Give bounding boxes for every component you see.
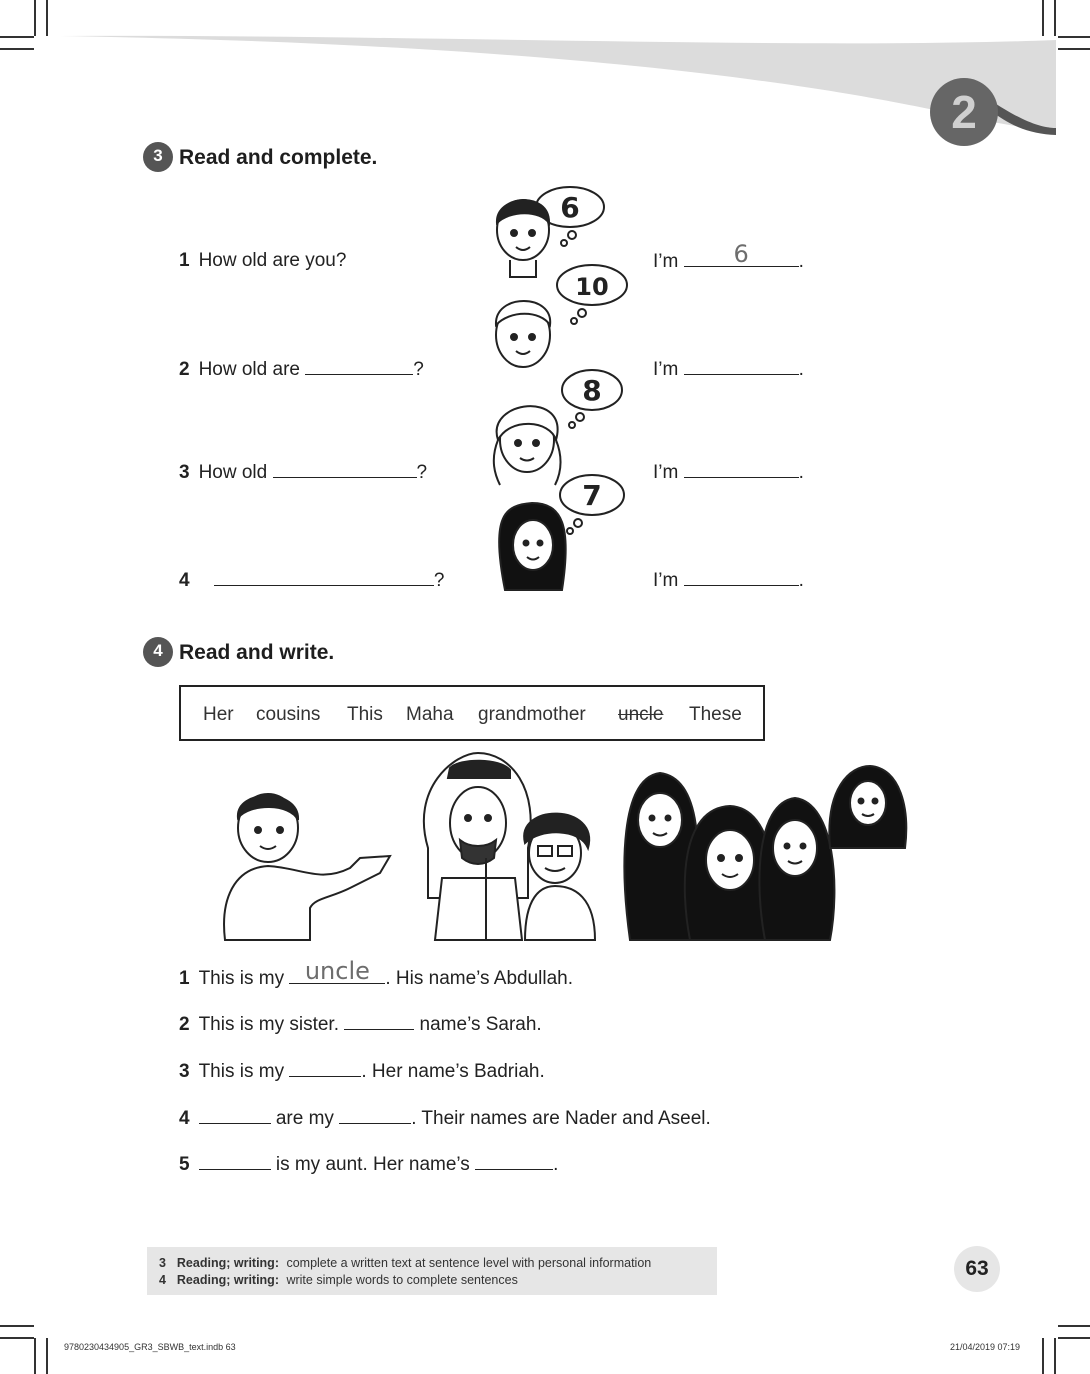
sentence-blank[interactable]	[289, 957, 385, 985]
bubble-number: 10	[575, 273, 609, 301]
unit-badge	[930, 78, 998, 146]
footnote-label: Reading; writing:	[176, 1256, 279, 1270]
ex3-answer-1: I’m 6 .	[653, 240, 804, 272]
ex3-question-1	[179, 250, 346, 272]
ex4-sentence-1	[179, 957, 574, 990]
answer-blank[interactable]	[684, 569, 799, 586]
footnote-line	[159, 1256, 651, 1270]
question-number: 4	[179, 570, 190, 591]
ex4-sentence-2	[179, 1013, 542, 1036]
sentence-number: 4	[179, 1108, 190, 1129]
answer-prefix: I’m	[653, 570, 679, 591]
sentence-text: is my aunt. Her name’s	[275, 1154, 470, 1175]
answer-prefix: I’m	[653, 359, 679, 380]
page-number-badge	[954, 1246, 1000, 1292]
sentence-blank[interactable]	[344, 1013, 414, 1030]
crop-mark	[1042, 1338, 1044, 1374]
crop-mark	[34, 1338, 36, 1374]
crop-mark	[1058, 1337, 1090, 1339]
word-bank-item: Maha	[406, 704, 454, 725]
word-bank-item: cousins	[256, 704, 321, 725]
ex3-answer-4: I’m .	[653, 570, 804, 591]
ex4-sentence-4	[179, 1107, 711, 1130]
crop-mark	[0, 1325, 34, 1327]
question-blank[interactable]	[273, 461, 417, 478]
ex3-question-3	[179, 461, 427, 484]
sentence-text: name’s Sarah.	[419, 1014, 542, 1035]
word-bank-item: These	[689, 704, 742, 725]
sentence-blank[interactable]	[199, 1153, 271, 1170]
page-header-swoosh	[0, 0, 1090, 160]
sentence-blank[interactable]	[289, 1060, 361, 1077]
curriculum-footnote	[147, 1247, 717, 1295]
ex3-answer-2: I’m .	[653, 359, 804, 380]
bubble-number: 6	[560, 191, 580, 224]
ex3-question-2	[179, 358, 424, 381]
question-number: 2	[179, 359, 190, 380]
word-bank-item: This	[347, 704, 383, 725]
print-slug-date: 21/04/2019 07:19	[950, 1342, 1021, 1352]
footnote-text: write simple words to complete sentences	[286, 1273, 518, 1287]
sentence-text: . Her name’s Badriah.	[361, 1061, 545, 1082]
sentence-number: 3	[179, 1061, 190, 1082]
sentence-text: This is my sister.	[198, 1014, 339, 1035]
crop-mark	[1058, 1325, 1090, 1327]
exercise-3-title: Read and complete.	[179, 146, 378, 169]
footnote-label: Reading; writing:	[176, 1273, 279, 1287]
print-slug-file: 9780230434905_GR3_SBWB_text.indb 63	[64, 1342, 236, 1352]
sentence-number: 1	[179, 968, 190, 989]
word-bank-item: Her	[203, 704, 234, 725]
answer-blank[interactable]	[684, 358, 799, 375]
footnote-line	[159, 1273, 518, 1287]
crop-mark	[1054, 1338, 1056, 1374]
footnote-number: 4	[159, 1273, 166, 1287]
question-blank[interactable]	[214, 569, 434, 586]
family-illustration	[210, 748, 910, 942]
handwritten-answer: 6	[733, 240, 749, 268]
question-text: How old are you?	[198, 250, 347, 271]
sentence-text: .	[553, 1154, 559, 1175]
word-bank	[179, 685, 765, 741]
question-mark: ?	[416, 462, 428, 483]
question-text: How old	[198, 462, 268, 483]
sentence-number: 2	[179, 1014, 190, 1035]
question-text: How old are	[198, 359, 300, 380]
question-number: 3	[179, 462, 190, 483]
sentence-number: 5	[179, 1154, 190, 1175]
question-mark: ?	[413, 359, 424, 380]
ex3-answer-3: I’m .	[653, 462, 804, 483]
question-mark: ?	[433, 570, 445, 591]
sentence-text: This is my	[198, 968, 285, 989]
crop-mark	[46, 1338, 48, 1374]
sentence-text: . Their names are Nader and Aseel.	[411, 1108, 711, 1129]
answer-blank[interactable]	[684, 461, 799, 478]
exercise-4-number: 4	[143, 637, 173, 667]
exercise-4-title: Read and write.	[179, 641, 335, 664]
sentence-text: This is my	[198, 1061, 285, 1082]
ex3-question-4	[179, 569, 444, 592]
question-blank[interactable]	[305, 358, 413, 375]
sentence-blank[interactable]	[339, 1107, 411, 1124]
word-bank-item-used: uncle	[618, 704, 664, 725]
bubble-number: 7	[582, 479, 602, 512]
sentence-blank[interactable]	[199, 1107, 271, 1124]
answer-prefix: I’m	[653, 251, 679, 272]
answer-prefix: I’m	[653, 462, 679, 483]
footnote-number: 3	[159, 1256, 166, 1270]
ex4-sentence-3	[179, 1060, 545, 1083]
unit-number: 2	[951, 86, 977, 138]
exercise-3-number: 3	[143, 142, 173, 172]
footnote-text: complete a written text at sentence level with personal information	[286, 1256, 652, 1270]
handwritten-answer: uncle	[304, 957, 370, 985]
ex4-sentence-5	[179, 1153, 558, 1176]
bubble-number: 8	[582, 374, 602, 407]
sentence-text: . His name’s Abdullah.	[385, 968, 574, 989]
page-number: 63	[965, 1257, 989, 1280]
children-age-illustration	[480, 185, 640, 595]
sentence-text: are my	[275, 1108, 334, 1129]
word-bank-item: grandmother	[478, 704, 586, 725]
crop-mark	[0, 1337, 34, 1339]
question-number: 1	[179, 250, 190, 271]
sentence-blank[interactable]	[475, 1153, 553, 1170]
